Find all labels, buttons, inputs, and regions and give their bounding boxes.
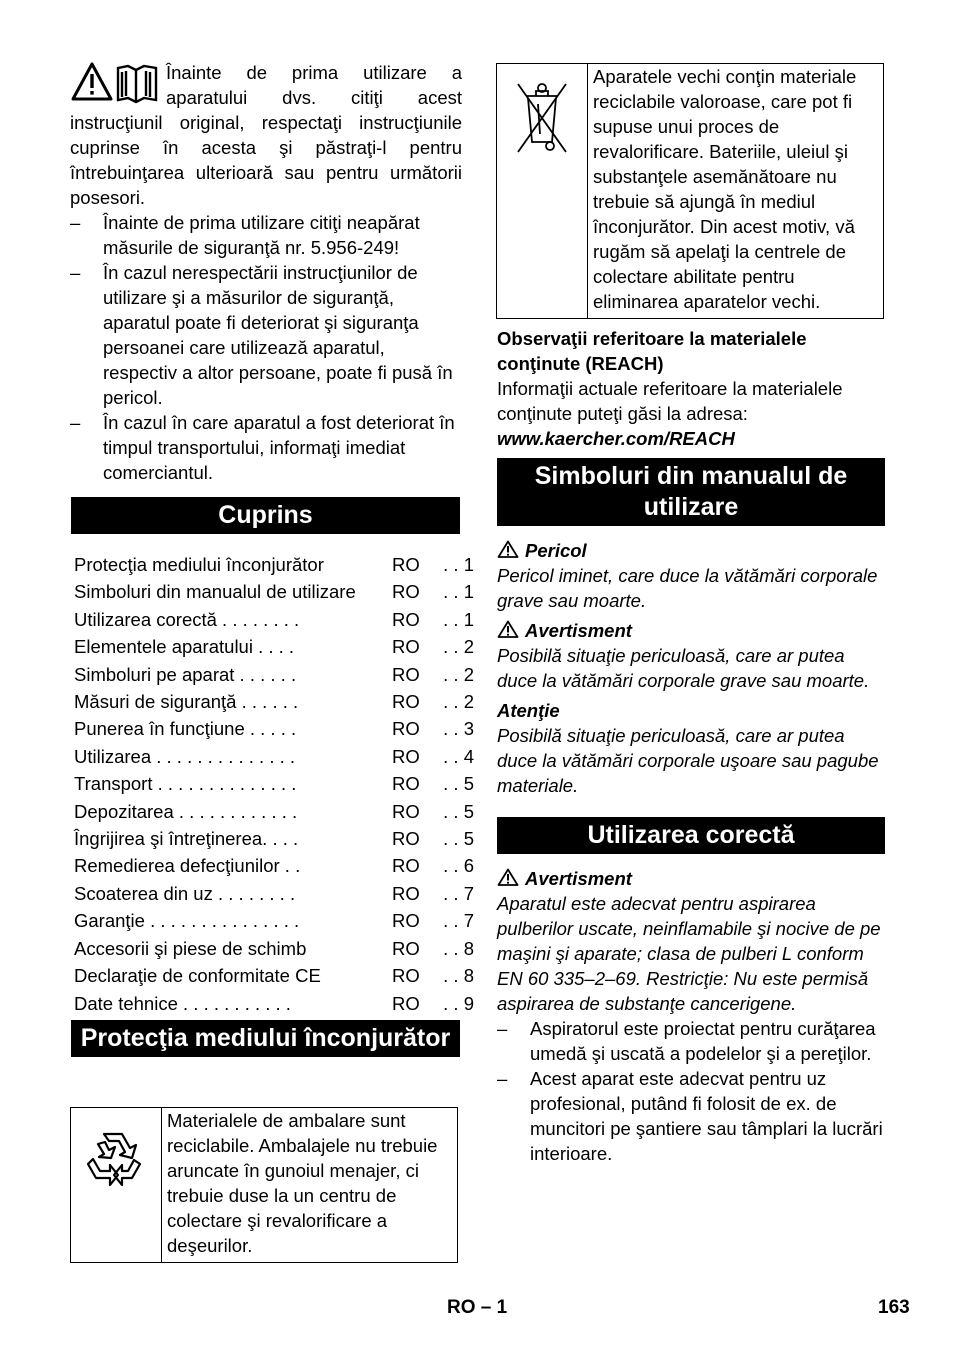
warning-label: Avertisment <box>525 620 632 641</box>
toc-entry-lang: RO <box>392 828 420 850</box>
symbols-section <box>497 538 889 798</box>
usage-bullet <box>497 1066 889 1166</box>
toc-entry-label: Utilizarea corectă . . . . . . . . <box>74 608 300 630</box>
toc-entry-label: Transport . . . . . . . . . . . . . . <box>74 773 297 795</box>
reach-heading: Observaţii referitoare la materialele conţinute (REACH) <box>497 328 807 374</box>
usage-section <box>497 866 889 1166</box>
toc-entry[interactable] <box>74 935 474 962</box>
toc-entry[interactable] <box>74 962 474 989</box>
environment-title: Protecţia mediului înconjurător <box>71 1020 460 1057</box>
toc-entry-lang: RO <box>392 882 420 904</box>
recycle-icon-cell <box>71 1108 162 1262</box>
toc-entry-label: Punerea în funcţiune . . . . . <box>74 718 297 740</box>
toc-entry[interactable] <box>74 661 474 688</box>
recycle-box <box>70 1107 458 1263</box>
warning-triangle-icon <box>73 64 111 99</box>
intro-bullet <box>70 410 462 485</box>
toc-entry-label: Accesorii şi piese de schimb <box>74 937 307 959</box>
toc-entry-lang: RO <box>392 691 420 713</box>
toc-entry[interactable] <box>74 688 474 715</box>
toc-entry-lang: RO <box>392 718 420 740</box>
toc-entry-label: Îngrijirea şi întreţinerea. . . . <box>74 828 299 850</box>
toc-entry[interactable] <box>74 770 474 797</box>
danger-text: Pericol iminet, care duce la vătămări corporale grave sau moarte. <box>497 565 878 611</box>
usage-text: Aparatul este adecvat pentru aspirarea pulberilor uscate, neinflamabile şi nocive de pe maşini şi aparate; clasa de pulberi L conform EN 60 335–2–69. Restricţie: Nu este permisă aspirarea de substanţe cancerigene. <box>497 893 881 1014</box>
toc-entry[interactable] <box>74 578 474 605</box>
bullet-text: În cazul în care aparatul a fost deteriorat în timpul transportului, informaţi imediat comerciantul. <box>103 412 455 483</box>
toc-entry-label: Simboluri pe aparat . . . . . . <box>74 663 297 685</box>
table-of-contents <box>70 551 474 1017</box>
weee-box <box>496 63 884 319</box>
toc-entry-label: Scoaterea din uz . . . . . . . . <box>74 882 296 904</box>
reach-text: Informaţii actuale referitoare la materialele conţinute puteţi găsi la adresa: <box>497 378 843 424</box>
toc-entry[interactable] <box>74 990 474 1017</box>
toc-entry-page: . . 8 <box>443 937 474 959</box>
intro-bullet <box>70 210 462 260</box>
toc-entry-page: . . 5 <box>443 800 474 822</box>
warning-triangle-icon <box>497 868 519 886</box>
toc-entry-page: . . 1 <box>443 581 474 603</box>
toc-entry-lang: RO <box>392 910 420 932</box>
intro-icons <box>70 60 160 106</box>
toc-entry-page: . . 6 <box>443 855 474 877</box>
toc-entry-label: Simboluri din manualul de utilizare <box>74 581 356 603</box>
usage-title: Utilizarea corectă <box>497 817 885 854</box>
toc-entry[interactable] <box>74 907 474 934</box>
toc-entry-page: . . 2 <box>443 691 474 713</box>
toc-entry-label: Utilizarea . . . . . . . . . . . . . . <box>74 745 296 767</box>
dash: – <box>70 212 81 233</box>
footer-section-label: RO – 1 <box>447 1297 508 1318</box>
toc-entry-lang: RO <box>392 855 420 877</box>
toc-entry[interactable] <box>74 551 474 578</box>
bullet-text: Înainte de prima utilizare citiţi neapărat măsurile de siguranţă nr. 5.956-249! <box>103 212 420 258</box>
reach-link[interactable]: www.kaercher.com/REACH <box>497 428 735 449</box>
toc-entry-lang: RO <box>392 636 420 658</box>
dash: – <box>70 262 81 283</box>
caution-label: Atenţie <box>497 700 560 721</box>
intro-bullet <box>70 260 462 410</box>
toc-entry-label: Declaraţie de conformitate CE <box>74 965 321 987</box>
toc-entry-label: Remedierea defecţiunilor . . <box>74 855 301 877</box>
warning-heading <box>497 618 889 643</box>
toc-entry-label: Măsuri de siguranţă . . . . . . <box>74 691 299 713</box>
danger-heading <box>497 538 889 563</box>
footer-page-number: 163 <box>878 1297 910 1318</box>
usage-bullet <box>497 1016 889 1066</box>
toc-entry-lang: RO <box>392 745 420 767</box>
bullet-text: În cazul nerespectării instrucţiunilor de utilizare şi a măsurilor de siguranţă, aparatul poate fi deteriorat şi siguranţa persoanei care utilizează aparatul, respectiv a altor persoane, poate fi pusă în pericol. <box>103 262 453 408</box>
usage-warning-heading <box>497 866 889 891</box>
toc-entry-page: . . 7 <box>443 910 474 932</box>
toc-entry-label: Protecţia mediului înconjurător <box>74 554 324 575</box>
toc-entry-lang: RO <box>392 937 420 959</box>
toc-entry[interactable] <box>74 798 474 825</box>
toc-entry-page: . . 5 <box>443 828 474 850</box>
bullet-text: Aspiratorul este proiectat pentru curăţarea umedă şi uscată a podelelor şi a pereţilor. <box>530 1018 876 1064</box>
warning-manual-icons <box>70 60 160 104</box>
toc-entry[interactable] <box>74 633 474 660</box>
toc-entry-label: Date tehnice . . . . . . . . . . . <box>74 992 291 1014</box>
toc-entry-label: Elementele aparatului . . . . <box>74 636 295 658</box>
dash: – <box>497 1068 508 1089</box>
toc-entry-lang: RO <box>392 663 420 685</box>
warning-triangle-icon <box>497 620 519 638</box>
recycle-text: Materialele de ambalare sunt reciclabile. Ambalajele nu trebuie aruncate în gunoiul menajer, ci trebuie duse la un centru de colectare şi revalorificare a deşeurilor. <box>167 1110 438 1256</box>
usage-warning-label: Avertisment <box>525 868 632 889</box>
toc-entry-lang: RO <box>392 965 420 987</box>
dash: – <box>497 1018 508 1039</box>
weee-icon-cell <box>497 64 588 318</box>
toc-entry-page: . . 7 <box>443 882 474 904</box>
dash: – <box>70 412 81 433</box>
toc-entry[interactable] <box>74 825 474 852</box>
symbols-title: Simboluri din manualul de utilizare <box>497 458 885 526</box>
recycle-icon <box>78 1124 154 1204</box>
reach-section <box>497 326 889 451</box>
toc-entry-page: . . 8 <box>443 965 474 987</box>
toc-entry-page: . . 3 <box>443 718 474 740</box>
toc-entry-lang: RO <box>392 554 420 575</box>
weee-text: Aparatele vechi conţin materiale reciclabile valoroase, care pot fi supuse unui proces de revalorificare. Bateriile, uleiul şi substanţele asemănătoare nu trebuie să ajungă în mediul înconjurător. Din acest motiv, vă rugăm să apelaţi la centrele de colectare abilitate pentru eliminarea aparatelor vechi. <box>593 66 857 312</box>
toc-entry-page: . . 5 <box>443 773 474 795</box>
toc-entry[interactable] <box>74 743 474 770</box>
toc-entry-lang: RO <box>392 608 420 630</box>
toc-entry[interactable] <box>74 852 474 879</box>
toc-entry-page: . . 2 <box>443 663 474 685</box>
toc-entry-label: Garanţie . . . . . . . . . . . . . . . <box>74 910 300 932</box>
toc-entry-page: . . 1 <box>443 608 474 630</box>
toc-entry-lang: RO <box>392 800 420 822</box>
toc-entry-lang: RO <box>392 581 420 603</box>
toc-entry-page: . . 4 <box>443 745 474 767</box>
toc-entry-lang: RO <box>392 992 420 1014</box>
warning-text: Posibilă situaţie periculoasă, care ar putea duce la vătămări corporale grave sau moarte. <box>497 645 870 691</box>
intro-text: Înainte de prima utilizare a aparatului dvs. citiţi acest instrucţiunil original, respectaţi instrucţiunile cuprinse în acesta şi păstraţi-l pentru întrebuinţarea ulterioară sau pentru următorii posesori. <box>70 62 462 208</box>
toc-entry[interactable] <box>74 880 474 907</box>
caution-text: Posibilă situaţie periculoasă, care ar putea duce la vătămări corporale uşoare sau pagube materiale. <box>497 725 879 796</box>
toc-entry[interactable] <box>74 606 474 633</box>
toc-title: Cuprins <box>71 497 460 534</box>
intro-section <box>70 60 462 485</box>
danger-label: Pericol <box>525 540 587 561</box>
toc-entry-lang: RO <box>392 773 420 795</box>
crossed-bin-icon <box>512 74 572 158</box>
toc-entry-label: Depozitarea . . . . . . . . . . . . <box>74 800 298 822</box>
toc-entry-page: . . 9 <box>443 992 474 1014</box>
warning-triangle-icon <box>497 540 519 558</box>
toc-entry-page: . . 1 <box>443 554 474 575</box>
toc-entry[interactable] <box>74 715 474 742</box>
bullet-text: Acest aparat este adecvat pentru uz profesional, putând fi folosit de ex. de muncitori pe şantiere sau tâmplari la lucrări interioare. <box>530 1068 883 1164</box>
toc-entry-page: . . 2 <box>443 636 474 658</box>
manual-book-icon <box>118 66 156 102</box>
